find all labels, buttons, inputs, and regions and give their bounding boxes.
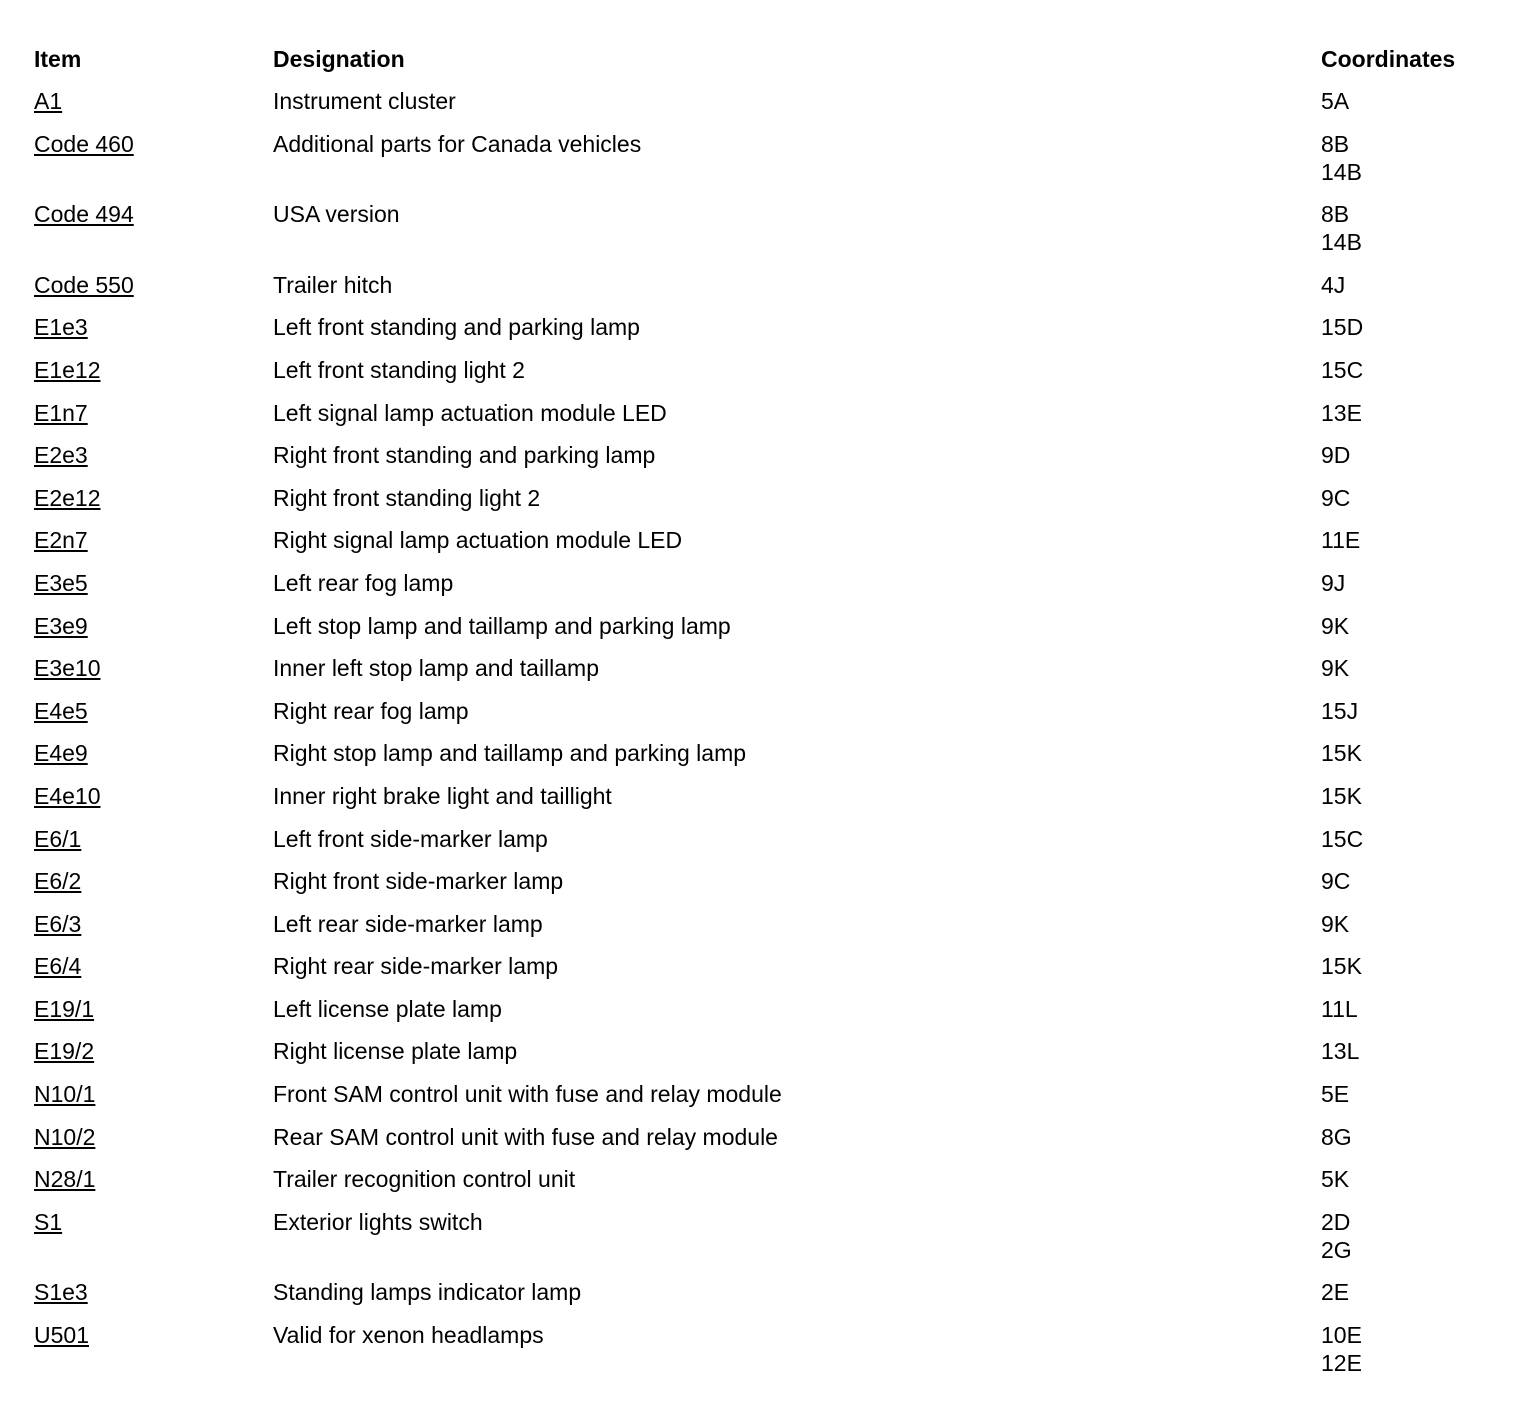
coordinate-value: 13L — [1321, 1038, 1360, 1065]
item-link[interactable]: Code 494 — [34, 201, 134, 228]
item-link[interactable]: E6/2 — [34, 868, 82, 895]
coordinates-cell — [1321, 654, 1349, 682]
item-link[interactable]: E19/2 — [34, 1038, 95, 1065]
designation-text: Standing lamps indicator lamp — [273, 1279, 582, 1306]
designation-text: Right stop lamp and taillamp and parking lamp — [273, 740, 747, 767]
coordinate-value: 8B — [1321, 201, 1350, 228]
designation-text: Right front standing and parking lamp — [273, 442, 656, 469]
designation-text: Left front standing light 2 — [273, 356, 525, 383]
coordinates-cell — [1321, 526, 1360, 554]
item-link[interactable]: E19/1 — [34, 995, 95, 1022]
coordinate-value: 14B — [1321, 229, 1362, 256]
designation-text: Right front standing light 2 — [273, 484, 541, 511]
item-link[interactable]: E4e5 — [34, 697, 88, 724]
table-row — [0, 825, 1520, 868]
item-link[interactable]: E2e12 — [34, 484, 101, 511]
item-link[interactable]: E2n7 — [34, 527, 88, 554]
coordinate-value: 15C — [1321, 356, 1364, 383]
table-row — [0, 271, 1520, 314]
coordinate-value: 2E — [1321, 1279, 1350, 1306]
designation-text: Front SAM control unit with fuse and relay module — [273, 1081, 782, 1108]
table-row — [0, 782, 1520, 825]
table-header — [0, 45, 1520, 73]
table-row — [0, 1123, 1520, 1166]
designation-text: Trailer recognition control unit — [273, 1166, 576, 1193]
coordinates-cell — [1321, 1080, 1349, 1108]
coordinates-cell — [1321, 782, 1362, 810]
designation-text: Left signal lamp actuation module LED — [273, 399, 667, 426]
coordinate-value: 9K — [1321, 655, 1350, 682]
coordinates-cell — [1321, 356, 1363, 384]
coordinate-value: 12E — [1321, 1350, 1362, 1377]
coordinates-cell — [1321, 484, 1350, 512]
item-link[interactable]: E6/1 — [34, 825, 82, 852]
table-body — [0, 87, 1520, 1392]
coordinates-cell — [1321, 612, 1349, 640]
table-row — [0, 87, 1520, 130]
coordinate-value: 5K — [1321, 1166, 1350, 1193]
coordinates-cell — [1321, 441, 1350, 469]
table-row — [0, 739, 1520, 782]
coordinates-cell — [1321, 1321, 1362, 1377]
coordinate-value: 15K — [1321, 953, 1362, 980]
table-row — [0, 356, 1520, 399]
item-link[interactable]: E2e3 — [34, 442, 88, 469]
coordinate-value: 9J — [1321, 569, 1346, 596]
designation-text: Inner left stop lamp and taillamp — [273, 655, 600, 682]
item-link[interactable]: N10/1 — [34, 1081, 96, 1108]
designation-text: Instrument cluster — [273, 88, 456, 114]
designation-text: Right rear side-marker lamp — [273, 953, 559, 980]
designation-text: Left stop lamp and taillamp and parking lamp — [273, 612, 731, 639]
item-link[interactable]: E6/3 — [34, 910, 82, 937]
coordinates-cell — [1321, 569, 1345, 597]
table-row — [0, 399, 1520, 442]
coordinate-value: 15K — [1321, 740, 1362, 767]
coordinate-value: 15K — [1321, 782, 1362, 809]
item-link[interactable]: E6/4 — [34, 953, 82, 980]
item-link[interactable]: E3e5 — [34, 569, 88, 596]
item-link[interactable]: U501 — [34, 1322, 89, 1349]
coordinates-cell — [1321, 910, 1349, 938]
table-row — [0, 200, 1520, 271]
header-designation: Designation — [273, 46, 405, 72]
item-link[interactable]: S1e3 — [34, 1279, 88, 1306]
table-row — [0, 1321, 1520, 1392]
table-row — [0, 484, 1520, 527]
item-link[interactable]: E4e9 — [34, 740, 88, 767]
table-row — [0, 441, 1520, 484]
coordinate-value: 5A — [1321, 88, 1350, 114]
coordinate-value: 13E — [1321, 399, 1362, 426]
table-row — [0, 1278, 1520, 1321]
table-row — [0, 867, 1520, 910]
coordinate-value: 8B — [1321, 130, 1350, 157]
table-row — [0, 569, 1520, 612]
coordinate-value: 9D — [1321, 442, 1351, 469]
table-row — [0, 1080, 1520, 1123]
coordinates-cell — [1321, 399, 1362, 427]
item-link[interactable]: A1 — [34, 88, 63, 114]
table-row — [0, 952, 1520, 995]
coordinates-cell — [1321, 1037, 1359, 1065]
coordinates-cell — [1321, 1278, 1349, 1306]
table-row — [0, 910, 1520, 953]
item-link[interactable]: E1e3 — [34, 314, 88, 341]
designation-text: Inner right brake light and taillight — [273, 782, 612, 809]
designation-text: Right rear fog lamp — [273, 697, 469, 724]
designation-text: Exterior lights switch — [273, 1208, 483, 1235]
designation-text: Left front side-marker lamp — [273, 825, 548, 852]
designation-text: Left rear fog lamp — [273, 569, 454, 596]
table-row — [0, 697, 1520, 740]
coordinate-value: 11L — [1321, 995, 1358, 1022]
coordinates-cell — [1321, 867, 1350, 895]
designation-text: USA version — [273, 201, 400, 228]
designation-text: Right signal lamp actuation module LED — [273, 527, 683, 554]
item-link[interactable]: E3e9 — [34, 612, 88, 639]
coordinates-cell — [1321, 995, 1358, 1023]
item-link[interactable]: N10/2 — [34, 1123, 96, 1150]
coordinate-value: 8G — [1321, 1123, 1352, 1150]
coordinate-value: 15D — [1321, 314, 1364, 341]
coordinate-value: 9C — [1321, 484, 1351, 511]
coordinates-cell — [1321, 313, 1363, 341]
coordinates-cell — [1321, 87, 1349, 115]
coordinates-cell — [1321, 1165, 1349, 1193]
coordinates-cell — [1321, 697, 1358, 725]
coordinate-value: 4J — [1321, 271, 1346, 298]
coordinates-cell — [1321, 1208, 1352, 1264]
coordinate-value: 14B — [1321, 158, 1362, 185]
table-row — [0, 612, 1520, 655]
designation-text: Right front side-marker lamp — [273, 868, 564, 895]
table-row — [0, 130, 1520, 201]
designation-text: Left license plate lamp — [273, 995, 502, 1022]
coordinates-cell — [1321, 271, 1345, 299]
coordinate-value: 9C — [1321, 868, 1351, 895]
table-row — [0, 654, 1520, 697]
coordinates-cell — [1321, 952, 1362, 980]
designation-text: Valid for xenon headlamps — [273, 1322, 544, 1349]
designation-text: Left front standing and parking lamp — [273, 314, 640, 341]
coordinate-value: 15C — [1321, 825, 1364, 852]
item-link[interactable]: E4e10 — [34, 782, 101, 809]
item-link[interactable]: S1 — [34, 1208, 63, 1235]
table-row — [0, 1208, 1520, 1279]
table-row — [0, 995, 1520, 1038]
designation-text: Rear SAM control unit with fuse and relay module — [273, 1123, 778, 1150]
table-row — [0, 1165, 1520, 1208]
item-link[interactable]: E1e12 — [34, 356, 101, 383]
coordinates-cell — [1321, 739, 1362, 767]
designation-text: Additional parts for Canada vehicles — [273, 130, 642, 157]
coordinates-cell — [1321, 1123, 1352, 1151]
header-item: Item — [34, 46, 82, 72]
table-row — [0, 313, 1520, 356]
coordinates-cell — [1321, 825, 1363, 853]
coordinate-value: 15J — [1321, 697, 1359, 724]
item-link[interactable]: Code 460 — [34, 130, 134, 157]
table-row — [0, 526, 1520, 569]
item-link[interactable]: Code 550 — [34, 271, 134, 298]
coordinate-value: 2D — [1321, 1208, 1351, 1235]
table-row — [0, 1037, 1520, 1080]
item-link[interactable]: E1n7 — [34, 399, 88, 426]
coordinate-value: 11E — [1321, 527, 1361, 554]
coordinate-value: 9K — [1321, 612, 1350, 639]
item-link[interactable]: E3e10 — [34, 655, 101, 682]
coordinate-value: 2G — [1321, 1236, 1352, 1263]
designation-text: Right license plate lamp — [273, 1038, 518, 1065]
coordinate-value: 10E — [1321, 1322, 1362, 1349]
header-coordinates: Coordinates — [1321, 46, 1456, 72]
designation-text: Left rear side-marker lamp — [273, 910, 543, 937]
coordinates-cell — [1321, 130, 1362, 186]
designation-text: Trailer hitch — [273, 271, 393, 298]
coordinate-value: 5E — [1321, 1081, 1350, 1108]
item-link[interactable]: N28/1 — [34, 1166, 96, 1193]
coordinates-cell — [1321, 200, 1362, 256]
coordinate-value: 9K — [1321, 910, 1350, 937]
